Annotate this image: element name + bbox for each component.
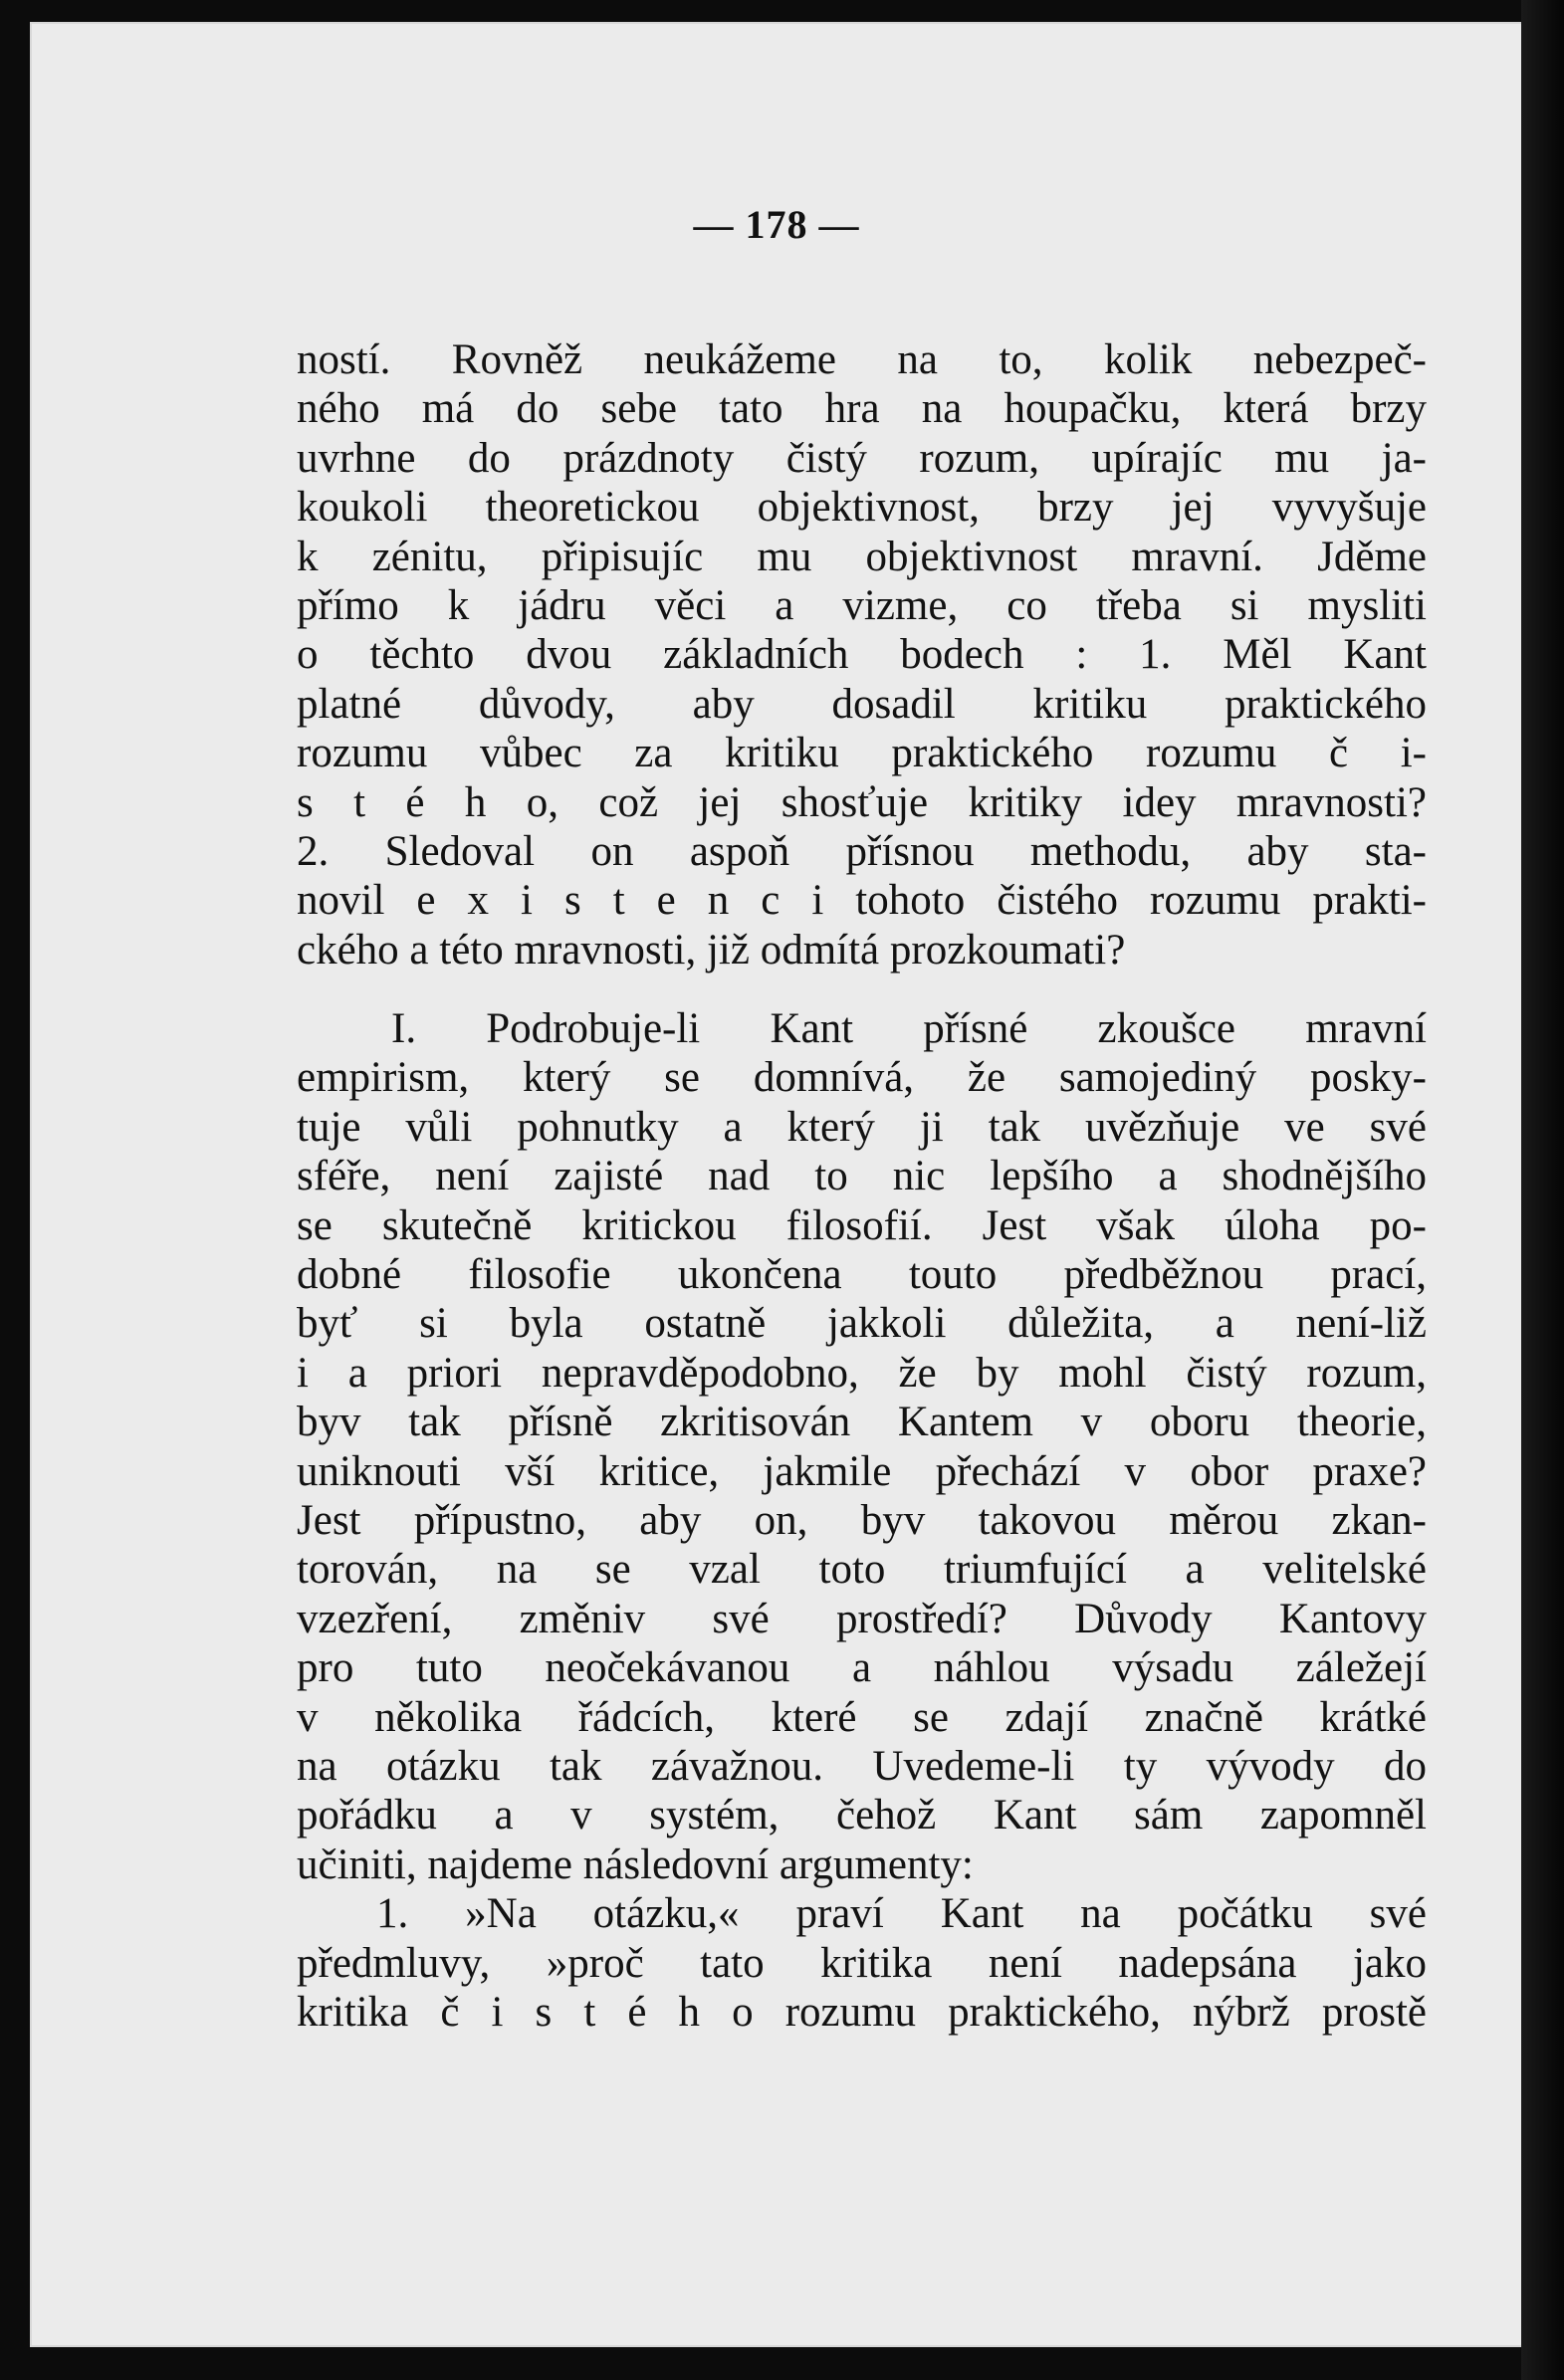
scan-dark-edge [1521,0,1564,2380]
text-line: pro tuto neočekávanou a náhlou výsadu záležejí [297,1644,1427,1692]
text-line: rozumu vůbec za kritiku praktického rozumu č i- [297,730,1427,777]
text-line: s t é h o, což jej shosťuje kritiky idey mravnosti? [297,778,1427,826]
paragraph-3 [297,1889,1427,2037]
text-line: uniknouti vší kritice, jakmile přechází v obor praxe? [297,1447,1427,1495]
text-line: byv tak přísně zkritisován Kantem v oboru theorie, [297,1399,1427,1446]
text-line: empirism, který se domnívá, že samojediný posky- [297,1054,1427,1102]
body-text [297,335,1427,2037]
text-line: pořádku a v systém, čehož Kant sám zapomněl [297,1792,1427,1839]
page-number: — 178 — [693,202,860,247]
text-line: k zénitu, připisujíc mu objektivnost mravní. Jděme [297,533,1427,580]
book-page [30,22,1523,2347]
text-line: ností. Rovněž neukážeme na to, kolik nebezpeč- [297,336,1427,383]
text-line: uvrhne do prázdnoty čistý rozum, upírajíc mu ja- [297,434,1427,482]
text-line: vzezření, změniv své prostředí? Důvody Kantovy [297,1595,1427,1642]
text-line: Jest přípustno, aby on, byv takovou měrou zkan- [297,1496,1427,1544]
text-line: na otázku tak závažnou. Uvedeme-li ty vývody do [297,1742,1427,1790]
text-line: přímo k jádru věci a vizme, co třeba si mysliti [297,581,1427,629]
text-line: se skutečně kritickou filosofií. Jest však úloha po- [297,1201,1427,1249]
text-line: 1. »Na otázku,« praví Kant na počátku své [376,1890,1427,1938]
text-line: ného má do sebe tato hra na houpačku, která brzy [297,385,1427,433]
text-line: novil e x i s t e n c i tohoto čistého rozumu prakti- [297,877,1427,925]
text-line: o těchto dvou základních bodech : 1. Měl Kant [297,631,1427,679]
text-line: sféře, není zajisté nad to nic lepšího a shodnějšího [297,1153,1427,1200]
text-line: i a priori nepravděpodobno, že by mohl čistý rozum, [297,1349,1427,1397]
text-line: tuje vůli pohnutky a který ji tak uvězňuje ve své [297,1103,1427,1151]
text-line: předmluvy, »proč tato kritika není nadepsána jako [297,1939,1427,1987]
text-line: ckého a této mravnosti, již odmítá prozkoumati? [297,926,1126,974]
text-line: koukoli theoretickou objektivnost, brzy jej vyvyšuje [297,484,1427,532]
paragraph-1 [297,335,1427,974]
text-line: učiniti, najdeme následovní argumenty: [297,1840,974,1888]
text-line: dobné filosofie ukončena touto předběžnou prací, [297,1251,1427,1299]
text-line: kritika č i s t é h o rozumu praktického, nýbrž prostě [297,1988,1427,2036]
text-line: I. Podrobuje-li Kant přísné zkoušce mravní [391,1005,1427,1053]
text-line: byť si byla ostatně jakkoli důležita, a není-liž [297,1300,1427,1348]
text-line: 2. Sledoval on aspoň přísnou methodu, aby sta- [297,827,1427,875]
text-line: platné důvody, aby dosadil kritiku praktického [297,680,1427,728]
text-line: v několika řádcích, které se zdají značně krátké [297,1693,1427,1741]
paragraph-2 [297,1004,1427,1889]
text-line: torován, na se vzal toto triumfující a velitelské [297,1546,1427,1594]
